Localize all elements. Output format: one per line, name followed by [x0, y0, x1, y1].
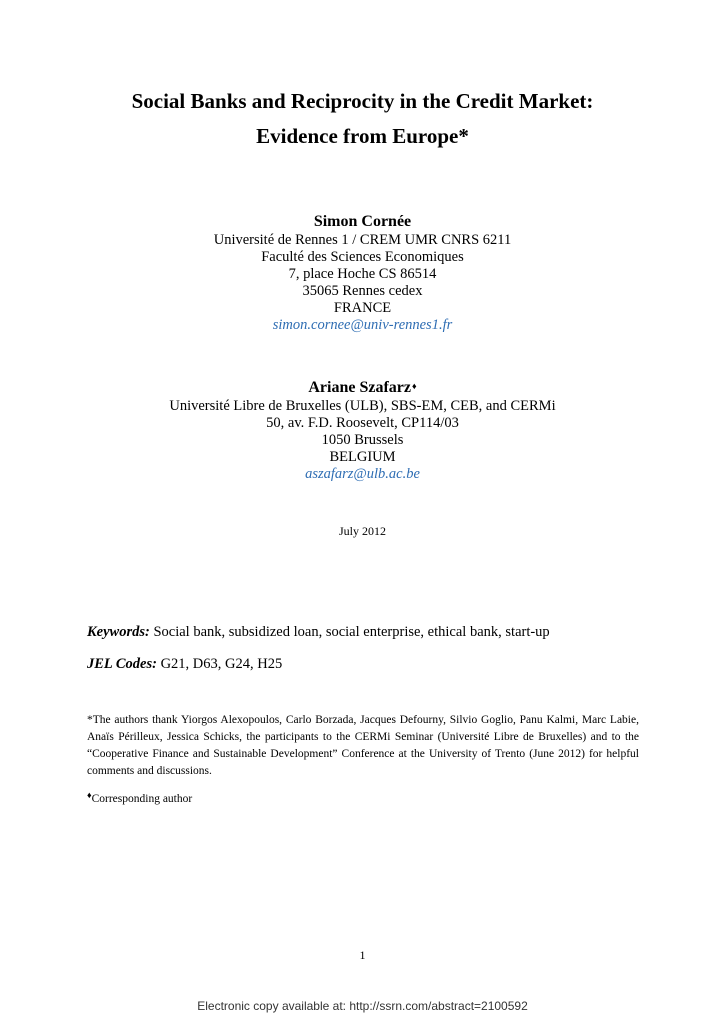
- jel-codes-label: JEL Codes:: [87, 656, 157, 672]
- author-name: Simon Cornée: [313, 213, 412, 230]
- jel-codes-line: [87, 655, 647, 673]
- affiliation-line: 50, av. F.D. Roosevelt, CP114/03: [266, 415, 459, 431]
- ssrn-footer: Electronic copy available at: http://ssrn.com/abstract=2100592: [197, 999, 528, 1013]
- author-block-2: [0, 378, 725, 483]
- keywords-label: Keywords:: [87, 624, 150, 640]
- affiliation-line: Université Libre de Bruxelles (ULB), SBS-EM, CEB, and CERMi: [169, 398, 556, 414]
- affiliation-line: 35065 Rennes cedex: [302, 283, 423, 299]
- author-name-line: [0, 378, 725, 398]
- paper-title-line-1: Social Banks and Reciprocity in the Credit Market:: [131, 89, 594, 113]
- author-email-link[interactable]: simon.cornee@univ-rennes1.fr: [272, 317, 453, 333]
- diamond-icon: ♦: [87, 790, 92, 800]
- affiliation-line: FRANCE: [333, 300, 392, 316]
- page-number: 1: [359, 948, 366, 962]
- affiliation-line: 1050 Brussels: [321, 432, 404, 448]
- corresponding-author-text: Corresponding author: [91, 793, 193, 805]
- corresponding-author-note: [87, 790, 193, 805]
- author-block-1: [0, 212, 725, 334]
- author-name: Ariane Szafarz: [308, 379, 412, 396]
- affiliation-line: Faculté des Sciences Economiques: [261, 249, 464, 265]
- acknowledgement-footnote: *The authors thank Yiorgos Alexopoulos, Carlo Borzada, Jacques Defourny, Silvio Goglio, Panu Kalmi, Marc Labie, Anaïs Périlleux, Jessica Schicks, the participants to the CERMi Seminar (Université Libre de Bruxelles) and to the “Cooperative Finance and Sustainable Development” Conference at the University of Trento (June 2012) for helpful comments and discussions.: [87, 714, 639, 777]
- author-email-link[interactable]: aszafarz@ulb.ac.be: [305, 466, 420, 482]
- affiliation-line: 7, place Hoche CS 86514: [288, 266, 437, 282]
- affiliation-line: Université de Rennes 1 / CREM UMR CNRS 6211: [213, 232, 512, 248]
- affiliation-line: BELGIUM: [329, 449, 396, 465]
- corresponding-marker-icon: ♦: [412, 381, 417, 391]
- keywords-line: [87, 623, 647, 641]
- paper-title-line-2: Evidence from Europe*: [256, 124, 469, 148]
- jel-codes-text: G21, D63, G24, H25: [160, 656, 283, 672]
- keywords-text: Social bank, subsidized loan, social enterprise, ethical bank, start-up: [153, 624, 550, 640]
- publication-date: July 2012: [338, 524, 386, 538]
